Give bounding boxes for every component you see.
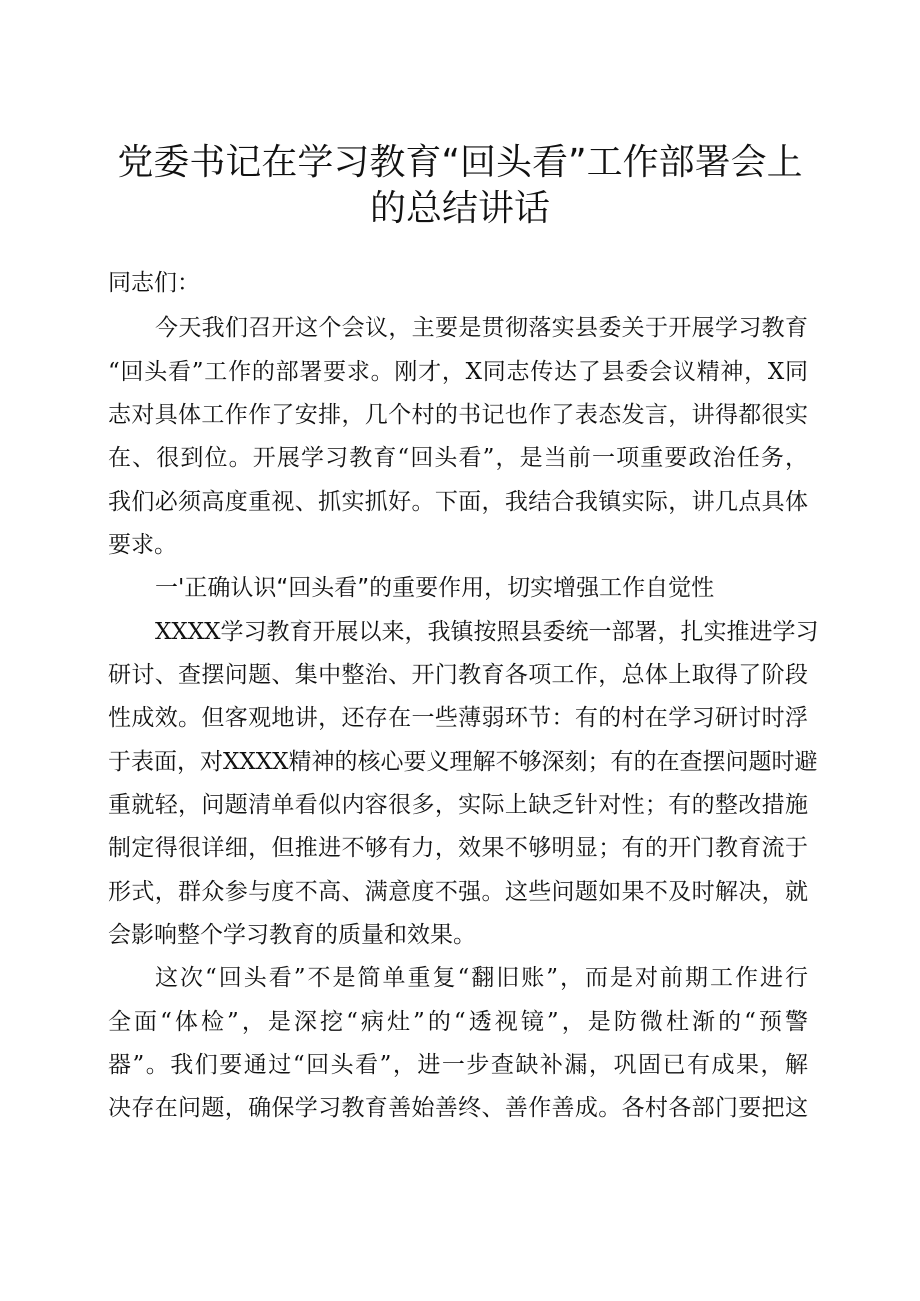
paragraph-2-line: 制定得很详细，但推进不够有力，效果不够明显；有的开门教育流于 <box>108 835 808 861</box>
paragraph-2-line: 于表面，对XXXX精神的核心要义理解不够深刻；有的在查摆问题时避 <box>108 749 818 775</box>
paragraph-2-line: 研讨、查摆问题、集中整治、开门教育各项工作，总体上取得了阶段 <box>108 662 808 688</box>
paragraph-2-line: 形式，群众参与度不高、满意度不强。这些问题如果不及时解决，就 <box>108 879 808 905</box>
paragraph-2-line: 会影响整个学习教育的质量和效果。 <box>108 922 476 948</box>
title-line-1: 党委书记在学习教育“回头看”工作部署会上 <box>117 142 803 183</box>
section-heading: 一'正确认识“回头看”的重要作用，切实增强工作自觉性 <box>155 575 715 601</box>
paragraph-3-line: 全面“体检”，是深挖“病灶”的“透视镜”，是防微杜渐的“预警 <box>108 1009 808 1035</box>
paragraph-1-line: “回头看”工作的部署要求。刚才，X同志传达了县委会议精神，X同 <box>108 359 808 385</box>
paragraph-3-line: 决存在问题，确保学习教育善始善终、善作善成。各村各部门要把这 <box>108 1095 808 1121</box>
document-title <box>100 140 820 232</box>
paragraph-2-line: XXXX学习教育开展以来，我镇按照县委统一部署，扎实推进学习 <box>155 619 819 645</box>
greeting: 同志们： <box>108 270 200 296</box>
paragraph-3-line: 器”。我们要通过“回头看”，进一步查缺补漏，巩固已有成果，解 <box>108 1052 808 1078</box>
paragraph-2-line: 重就轻，问题清单看似内容很多，实际上缺乏针对性；有的整改措施 <box>108 792 808 818</box>
title-line-2: 的总结讲话 <box>369 188 550 229</box>
paragraph-1-line: 在、很到位。开展学习教育“回头看”，是当前一项重要政治任务， <box>108 445 808 471</box>
paragraph-3-line: 这次“回头看”不是简单重复“翻旧账”，而是对前期工作进行 <box>155 965 808 991</box>
paragraph-1-line: 志对具体工作作了安排，几个村的书记也作了表态发言，讲得都很实 <box>108 402 808 428</box>
paragraph-1-line: 要求。 <box>108 532 177 558</box>
paragraph-1-line: 我们必须高度重视、抓实抓好。下面，我结合我镇实际，讲几点具体 <box>108 489 808 515</box>
paragraph-2-line: 性成效。但客观地讲，还存在一些薄弱环节：有的村在学习研讨时浮 <box>108 705 808 731</box>
paragraph-1-line: 今天我们召开这个会议，主要是贯彻落实县委关于开展学习教育 <box>155 315 808 341</box>
